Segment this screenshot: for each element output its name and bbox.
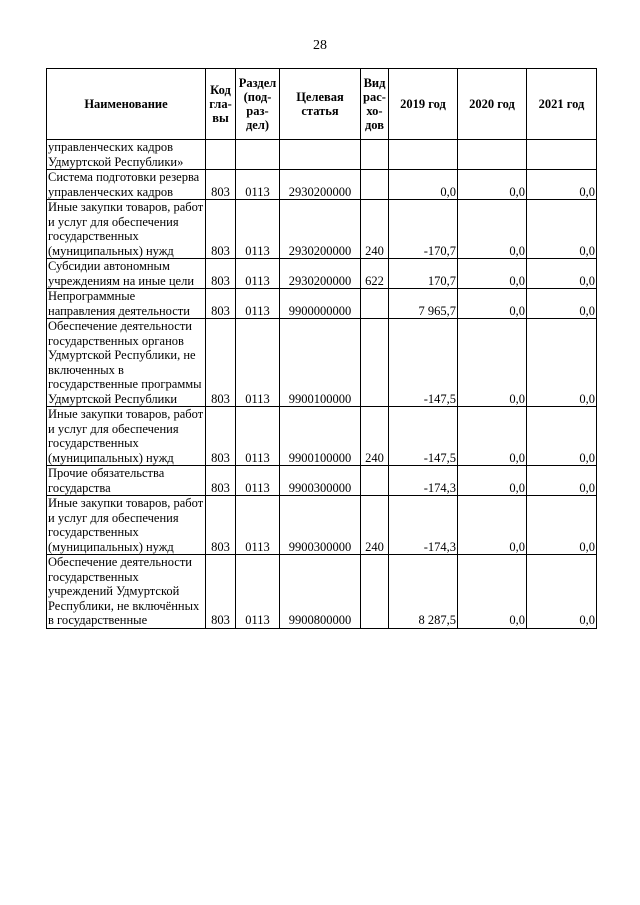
row-section: 0113 — [236, 200, 280, 259]
row-2021: 0,0 — [527, 555, 597, 629]
row-type — [361, 466, 389, 496]
row-section: 0113 — [236, 289, 280, 319]
table-row — [47, 407, 597, 466]
header-type: Вид рас- хо- дов — [361, 69, 389, 140]
row-code — [206, 140, 236, 170]
row-name: Система подготовки резерва управленческих кадров — [47, 170, 206, 200]
row-2020: 0,0 — [458, 407, 527, 466]
row-type: 240 — [361, 407, 389, 466]
table-row — [47, 466, 597, 496]
header-2021: 2021 год — [527, 69, 597, 140]
header-target: Целевая статья — [280, 69, 361, 140]
table-row — [47, 289, 597, 319]
row-2019: -170,7 — [389, 200, 458, 259]
row-2021: 0,0 — [527, 407, 597, 466]
table-row — [47, 319, 597, 407]
row-section: 0113 — [236, 319, 280, 407]
row-2019: -147,5 — [389, 319, 458, 407]
row-type: 240 — [361, 200, 389, 259]
row-target: 9900300000 — [280, 466, 361, 496]
header-section: Раздел (под- раз- дел) — [236, 69, 280, 140]
row-target: 9900800000 — [280, 555, 361, 629]
table-body — [47, 140, 597, 629]
row-2021: 0,0 — [527, 289, 597, 319]
table-row — [47, 259, 597, 289]
table-header-row — [47, 69, 597, 140]
row-2021: 0,0 — [527, 200, 597, 259]
row-2020: 0,0 — [458, 289, 527, 319]
header-name: Наименование — [47, 69, 206, 140]
row-target: 9900100000 — [280, 319, 361, 407]
header-code: Код гла- вы — [206, 69, 236, 140]
row-name: Иные закупки товаров, работ и услуг для обеспечения государственных (муниципальных) нужд — [47, 496, 206, 555]
row-type — [361, 289, 389, 319]
row-2020 — [458, 140, 527, 170]
row-2021: 0,0 — [527, 170, 597, 200]
row-2020: 0,0 — [458, 200, 527, 259]
row-type: 240 — [361, 496, 389, 555]
header-2019: 2019 год — [389, 69, 458, 140]
row-name: Обеспечение деятельности государственных учреждений Удмуртской Республики, не включённых в государственные — [47, 555, 206, 629]
row-2019: -174,3 — [389, 496, 458, 555]
header-2020: 2020 год — [458, 69, 527, 140]
table-row — [47, 200, 597, 259]
row-name: Обеспечение деятельности государственных органов Удмуртской Республики, не включенных в государственные программы Удмуртской Республики — [47, 319, 206, 407]
row-target: 9900000000 — [280, 289, 361, 319]
row-section: 0113 — [236, 259, 280, 289]
row-target: 9900100000 — [280, 407, 361, 466]
row-2020: 0,0 — [458, 259, 527, 289]
row-code: 803 — [206, 289, 236, 319]
page-number: 28 — [313, 38, 327, 53]
row-section: 0113 — [236, 496, 280, 555]
row-type — [361, 170, 389, 200]
row-2020: 0,0 — [458, 496, 527, 555]
row-name: Непрограммные направления деятельности — [47, 289, 206, 319]
row-type — [361, 140, 389, 170]
row-target: 2930200000 — [280, 170, 361, 200]
row-2020: 0,0 — [458, 466, 527, 496]
row-2019: -147,5 — [389, 407, 458, 466]
row-2021: 0,0 — [527, 319, 597, 407]
table-row — [47, 140, 597, 170]
row-type: 622 — [361, 259, 389, 289]
row-target: 9900300000 — [280, 496, 361, 555]
row-2019: 170,7 — [389, 259, 458, 289]
row-target: 2930200000 — [280, 259, 361, 289]
row-name: управленческих кадров Удмуртской Республики» — [47, 140, 206, 170]
row-code: 803 — [206, 319, 236, 407]
row-2019: 0,0 — [389, 170, 458, 200]
row-section: 0113 — [236, 170, 280, 200]
row-section: 0113 — [236, 466, 280, 496]
row-2021: 0,0 — [527, 259, 597, 289]
table-row — [47, 496, 597, 555]
row-2019: 8 287,5 — [389, 555, 458, 629]
budget-table — [46, 68, 597, 629]
row-type — [361, 555, 389, 629]
row-2020: 0,0 — [458, 555, 527, 629]
row-target: 2930200000 — [280, 200, 361, 259]
row-section: 0113 — [236, 407, 280, 466]
row-name: Иные закупки товаров, работ и услуг для обеспечения государственных (муниципальных) нужд — [47, 200, 206, 259]
row-name: Субсидии автономным учреждениям на иные цели — [47, 259, 206, 289]
row-target — [280, 140, 361, 170]
row-2021: 0,0 — [527, 496, 597, 555]
row-code: 803 — [206, 407, 236, 466]
row-2019 — [389, 140, 458, 170]
row-2021: 0,0 — [527, 466, 597, 496]
row-code: 803 — [206, 170, 236, 200]
row-2021 — [527, 140, 597, 170]
row-code: 803 — [206, 259, 236, 289]
row-code: 803 — [206, 555, 236, 629]
row-name: Прочие обязательства государства — [47, 466, 206, 496]
row-2020: 0,0 — [458, 170, 527, 200]
row-code: 803 — [206, 466, 236, 496]
row-section: 0113 — [236, 555, 280, 629]
row-code: 803 — [206, 496, 236, 555]
row-2020: 0,0 — [458, 319, 527, 407]
row-2019: 7 965,7 — [389, 289, 458, 319]
table-row — [47, 555, 597, 629]
table-row — [47, 170, 597, 200]
row-name: Иные закупки товаров, работ и услуг для обеспечения государственных (муниципальных) нужд — [47, 407, 206, 466]
row-2019: -174,3 — [389, 466, 458, 496]
row-code: 803 — [206, 200, 236, 259]
row-type — [361, 319, 389, 407]
row-section — [236, 140, 280, 170]
